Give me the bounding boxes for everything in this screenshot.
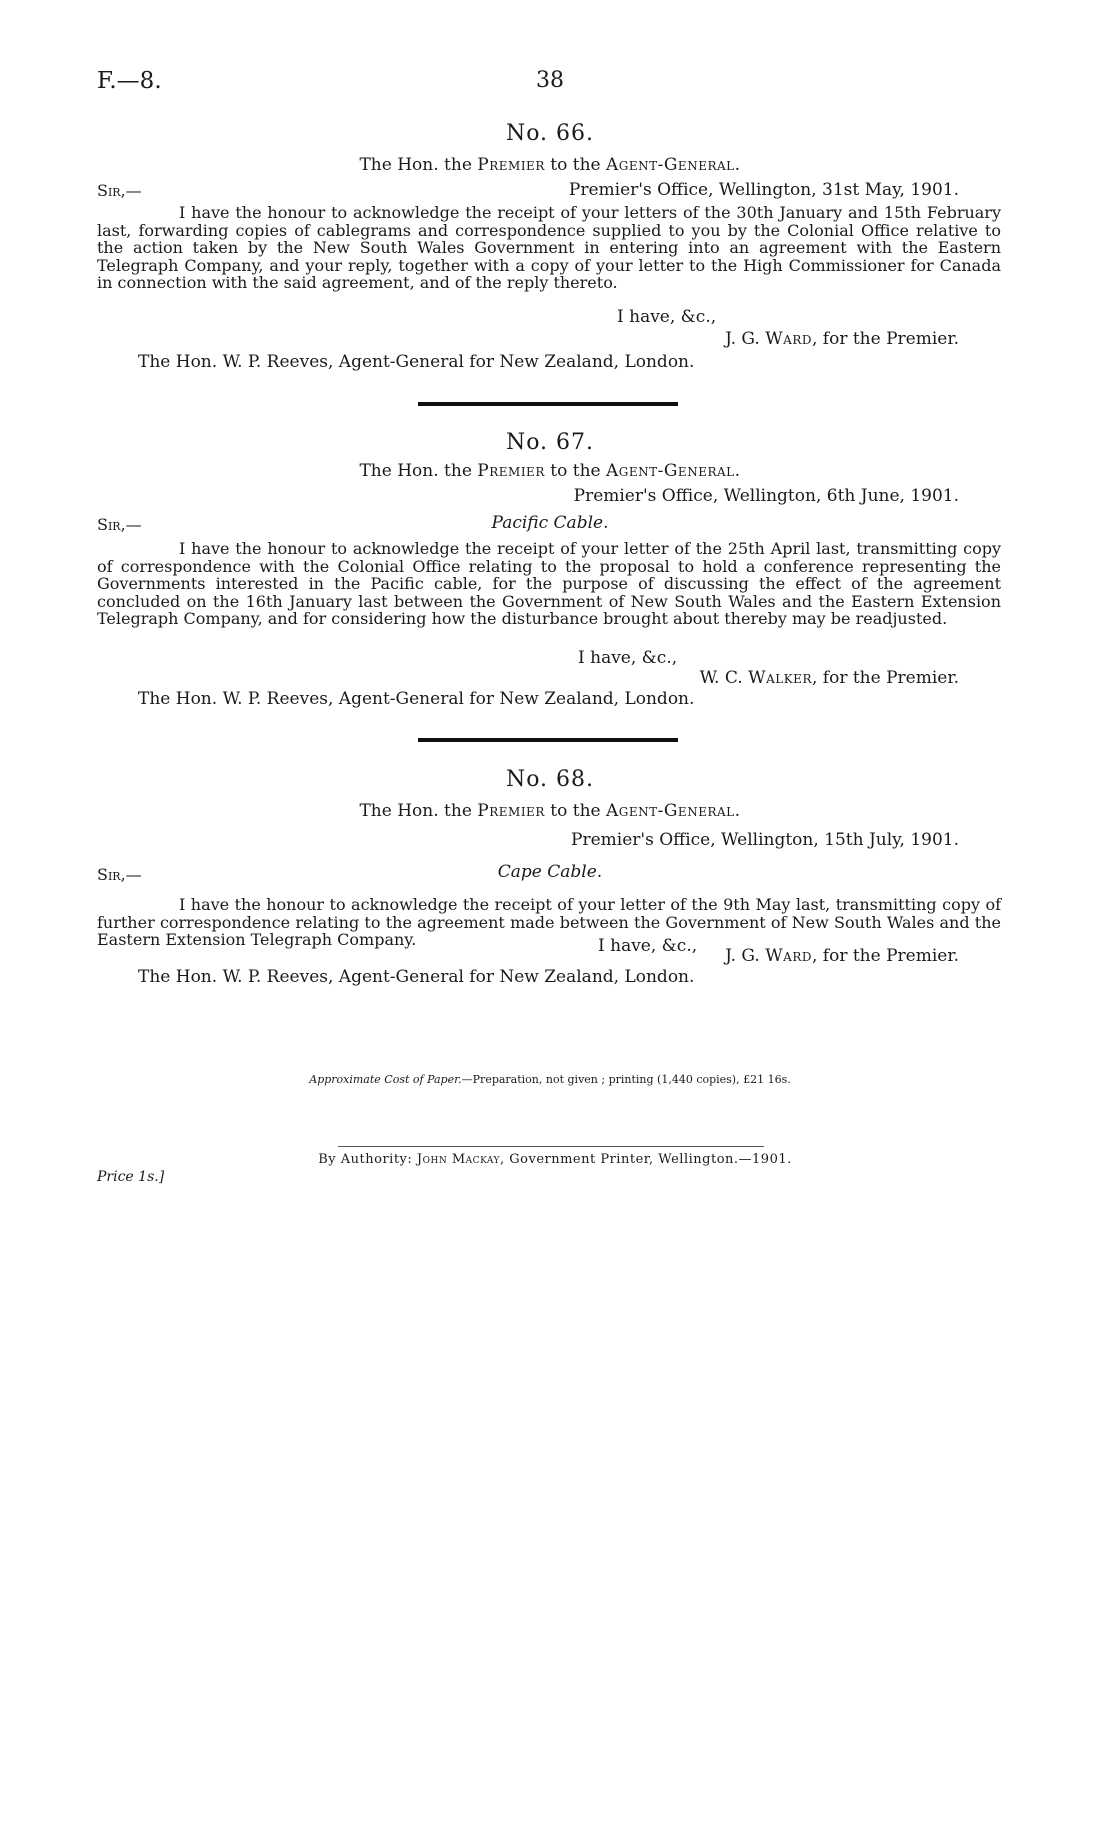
dateline: Premier's Office, Wellington, 15th July, 1901. [571,830,959,850]
signatory-initials: W. C. [699,668,749,688]
heading-to: Agent-General. [605,801,741,821]
heading-mid: to the [544,155,606,175]
letter-heading [0,155,1100,175]
letter-number: No. 68. [505,767,595,792]
closing: I have, &c., [598,936,698,956]
closing: I have, &c., [617,307,717,327]
addressee: The Hon. W. P. Reeves, Agent-General for New Zealand, London. [138,352,695,372]
letter-number: No. 66. [505,121,595,146]
footer-rule [338,1146,764,1147]
letter-body: I have the honour to acknowledge the receipt of your letters of the 30th January and 15th February last, forwarding copies of cablegrams and correspondence supplied to you by the Colonial Office relative to the action taken by the New South Wales Government in entering into an agreement with the Eastern Telegraph Company, and your reply, together with a copy of your letter to the High Commissioner for Canada in connection with the said agreement, and of the reply thereto. [97,203,1001,293]
addressee: The Hon. W. P. Reeves, Agent-General for New Zealand, London. [138,689,695,709]
heading-from: Premier [477,461,545,481]
heading-mid: to the [544,801,606,821]
signatory-initials: J. G. [725,946,766,966]
heading-to: Agent-General. [605,155,741,175]
letter-subject: Pacific Cable. [491,513,609,533]
heading-pre: The Hon. the [359,801,478,821]
signature [725,946,959,966]
document-reference: F.—8. [97,68,162,94]
heading-from: Premier [477,801,545,821]
printer-authority [0,1152,1110,1167]
salutation: Sir,— [97,181,142,200]
page-number: 38 [536,68,564,93]
price: Price 1s.] [97,1169,165,1185]
heading-mid: to the [544,461,606,481]
heading-pre: The Hon. the [359,461,478,481]
salutation: Sir,— [97,865,142,884]
cost-of-paper [0,1073,1100,1086]
heading-from: Premier [477,155,545,175]
cost-text: —Preparation, not given ; printing (1,440 copies), £21 16s. [461,1073,791,1086]
signatory-surname: Walker [748,668,812,688]
signature [700,668,959,688]
heading-to: Agent-General. [605,461,741,481]
section-divider [418,402,678,406]
authority-post: , Government Printer, Wellington.—1901. [500,1152,792,1167]
authority-name: John Mackay [416,1152,500,1167]
dateline: Premier's Office, Wellington, 6th June, 1901. [573,486,959,506]
dateline: Premier's Office, Wellington, 31st May, 1901. [568,180,959,200]
letter-body: I have the honour to acknowledge the receipt of your letter of the 9th May last, transmitting copy of further correspondence relating to the agreement made between the Government of New South Wales and the Eastern Extension Telegraph Company. [97,895,1001,950]
signatory-initials: J. G. [725,329,766,349]
letter-number: No. 67. [505,430,595,455]
letter-heading [0,801,1100,821]
signature [725,329,959,349]
closing: I have, &c., [578,648,678,668]
signatory-surname: Ward [765,946,812,966]
authority-pre: By Authority: [318,1152,417,1167]
signatory-role: , for the Premier. [811,329,959,349]
section-divider [418,738,678,742]
addressee: The Hon. W. P. Reeves, Agent-General for New Zealand, London. [138,967,695,987]
salutation: Sir,— [97,515,142,534]
signatory-role: , for the Premier. [811,668,959,688]
signatory-surname: Ward [765,329,812,349]
signatory-role: , for the Premier. [811,946,959,966]
letter-subject: Cape Cable. [497,862,603,882]
letter-body: I have the honour to acknowledge the receipt of your letter of the 25th April last, transmitting copy of correspondence with the Colonial Office relating to the proposal to hold a conference representing the Governments interested in the Pacific cable, for the purpose of discussing the effect of the agreement concluded on the 16th January last between the Government of New South Wales and the Eastern Extension Telegraph Company, and for considering how the disturbance brought about thereby may be readjusted. [97,539,1001,629]
letter-heading [0,461,1100,481]
heading-pre: The Hon. the [359,155,478,175]
cost-label: Approximate Cost of Paper. [309,1073,462,1086]
